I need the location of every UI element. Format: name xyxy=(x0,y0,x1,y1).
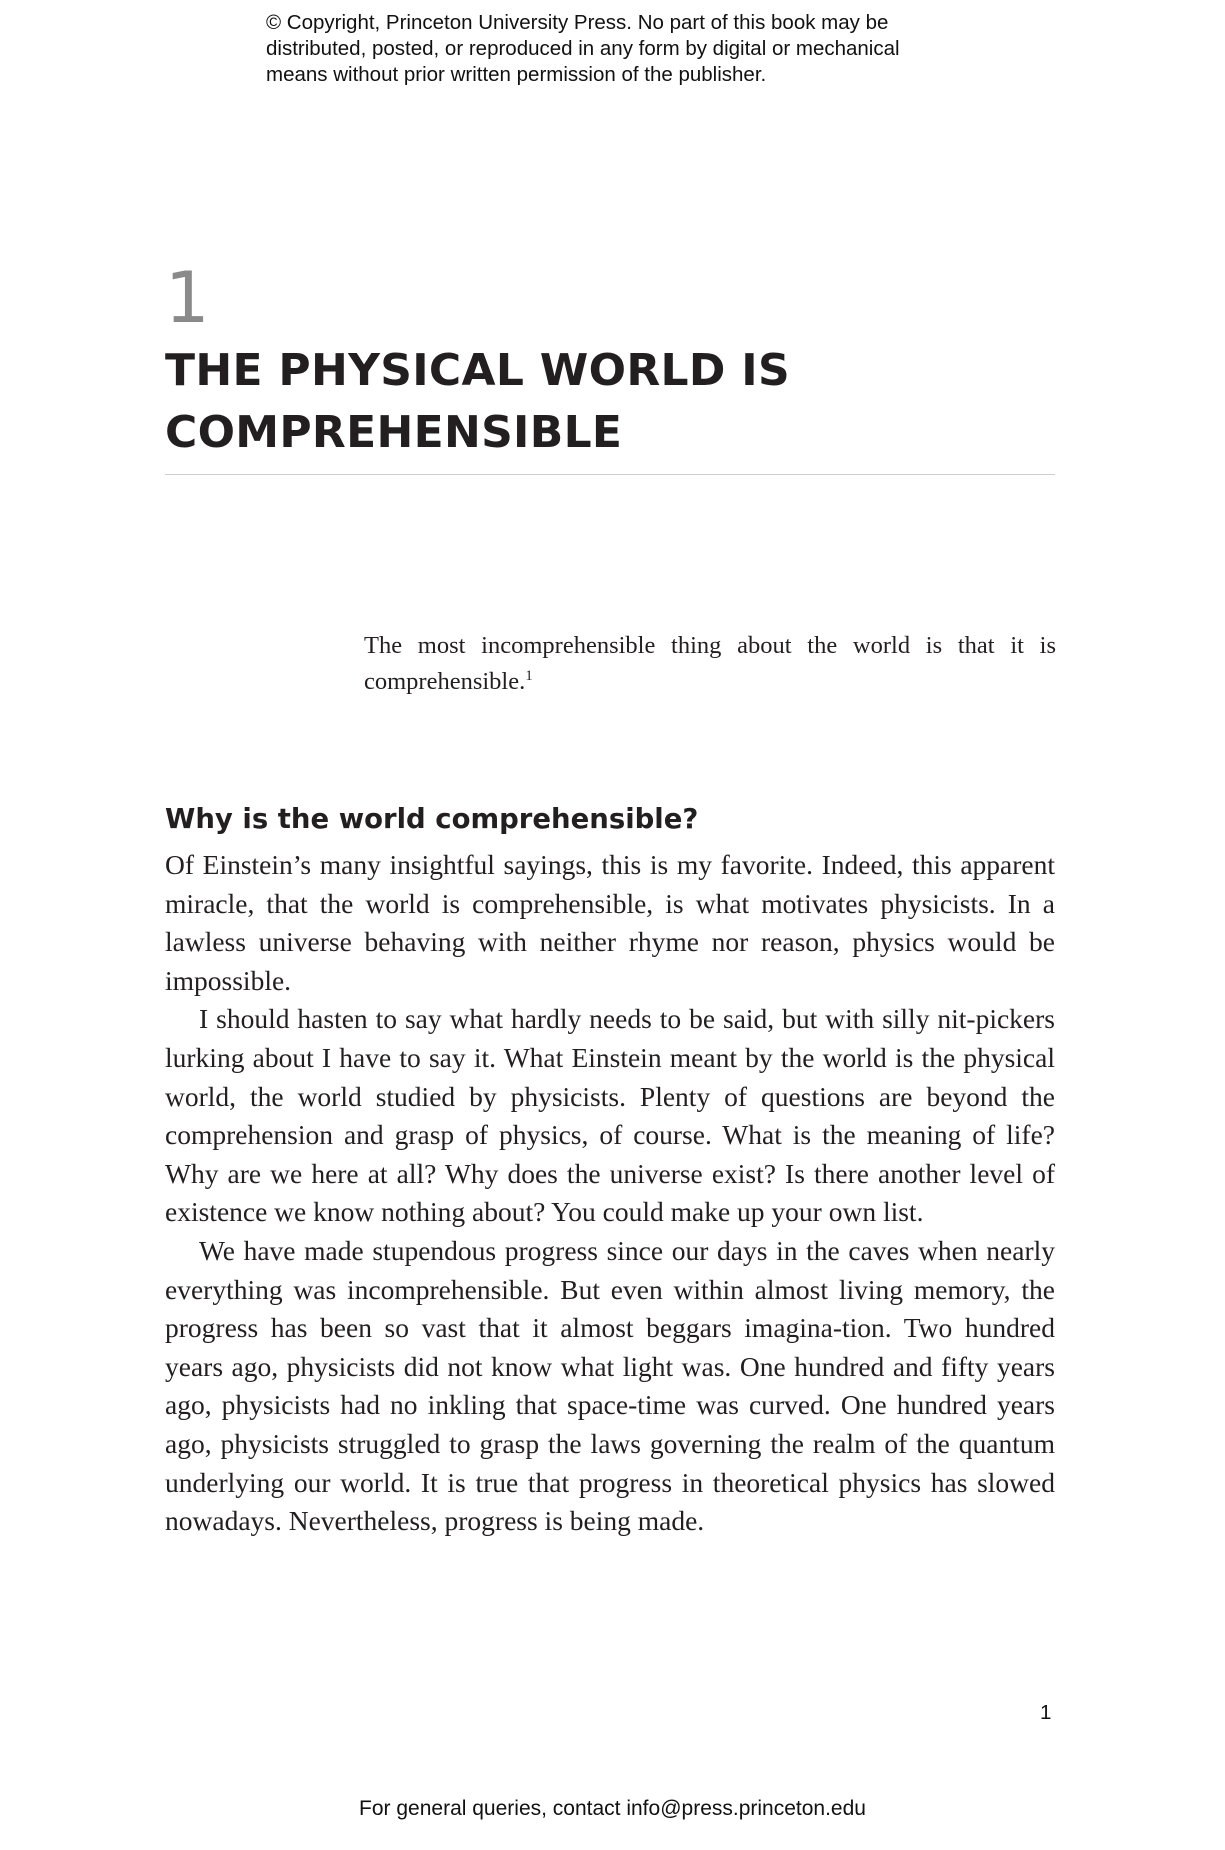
copyright-line: distributed, posted, or reproduced in any form by digital or mechanical xyxy=(266,37,900,60)
copyright-notice xyxy=(266,10,986,88)
paragraph: I should hasten to say what hardly needs to be said, but with silly nit-pickers lurking about I have to say it. What Einstein meant by the world is the physical world, the world studied by physicists. Plenty of questions are beyond the comprehension and grasp of physics, of course. What is the meaning of life? Why are we here at all? Why does the universe exist? Is there another level of existence we know nothing about? You could make up your own list. xyxy=(165,1003,1055,1228)
footer-contact: For general queries, contact info@press.princeton.edu xyxy=(359,1797,866,1820)
copyright-line: means without prior written permission of the publisher. xyxy=(266,63,767,86)
chapter-number: 1 xyxy=(165,257,210,339)
paragraph: Of Einstein’s many insightful sayings, this is my favorite. Indeed, this apparent miracle, that the world is comprehensible, is what motivates physicists. In a lawless universe behaving with neither rhyme nor reason, physics would be impossible. xyxy=(165,849,1055,996)
title-divider xyxy=(165,474,1055,475)
page-number: 1 xyxy=(1040,1701,1052,1724)
epigraph-text: The most incomprehensible thing about the world is that it is comprehensible. xyxy=(364,632,1056,695)
body-text xyxy=(165,846,1055,1541)
copyright-line: © Copyright, Princeton University Press. No part of this book may be xyxy=(266,11,889,34)
section-heading: Why is the world comprehensible? xyxy=(165,803,699,835)
chapter-title-line: COMPREHENSIBLE xyxy=(165,407,623,458)
epigraph xyxy=(364,628,1056,700)
footnote-marker[interactable]: 1 xyxy=(525,667,533,684)
chapter-title xyxy=(165,340,1065,464)
paragraph: We have made stupendous progress since our days in the caves when nearly everything was incomprehensible. But even within almost living memory, the progress has been so vast that it almost beggars imagina-tion. Two hundred years ago, physicists did not know what light was. One hundred and fifty years ago, physicists had no inkling that space-time was curved. One hundred years ago, physicists struggled to grasp the laws governing the realm of the quantum underlying our world. It is true that progress in theoretical physics has slowed nowadays. Nevertheless, progress is being made. xyxy=(165,1234,1055,1537)
chapter-title-line: THE PHYSICAL WORLD IS xyxy=(165,345,790,396)
